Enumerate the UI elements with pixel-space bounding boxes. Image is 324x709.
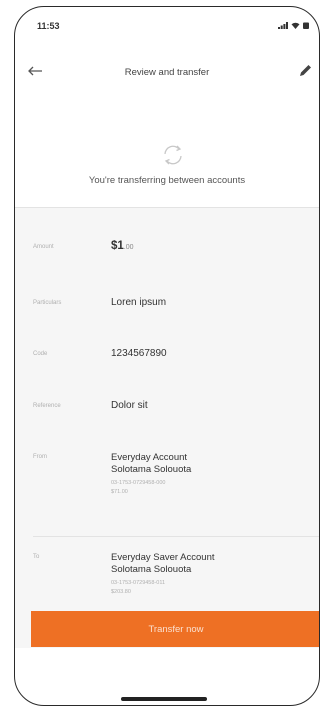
page-title: Review and transfer (124, 67, 210, 78)
wifi-icon (291, 22, 300, 29)
account-divider (33, 536, 319, 537)
to-label: To (33, 554, 40, 560)
from-account-number: 03-1753-0729458-000 (111, 480, 166, 486)
from-account-name: Everyday Account (111, 452, 188, 463)
amount-dollars: $1 (111, 240, 124, 252)
transfer-now-button[interactable]: Transfer now (31, 611, 320, 647)
particulars-label: Particulars (33, 300, 62, 306)
signal-icon (278, 22, 288, 29)
particulars-value: Loren ipsum (111, 297, 167, 308)
battery-icon (303, 22, 309, 29)
to-account (111, 552, 215, 597)
transfer-subtitle: You're transferring between accounts (88, 175, 246, 186)
edit-pencil-icon[interactable] (297, 63, 313, 79)
amount-value (111, 240, 134, 252)
to-account-number: 03-1753-0729458-011 (111, 580, 166, 586)
reference-label: Reference (33, 403, 61, 409)
to-account-name: Everyday Saver Account (111, 552, 215, 563)
from-account-balance: $71.00 (111, 489, 128, 495)
reference-value: Dolor sit (111, 400, 148, 411)
from-label: From (33, 454, 47, 460)
nav-bar (15, 59, 319, 87)
from-account-holder: Solotama Solouota (111, 464, 192, 475)
to-account-holder: Solotama Solouota (111, 564, 192, 575)
status-icons (278, 22, 309, 29)
amount-label: Amount (33, 244, 54, 250)
status-bar (15, 7, 319, 43)
home-indicator (121, 697, 207, 701)
to-account-balance: $203.80 (111, 589, 131, 595)
code-label: Code (33, 351, 48, 357)
transfer-details (15, 208, 319, 648)
transfer-arrows-icon (159, 141, 187, 169)
code-value: 1234567890 (111, 348, 167, 359)
status-time: 11:53 (37, 21, 60, 31)
amount-cents: .00 (123, 244, 134, 251)
phone-frame (14, 6, 320, 706)
from-account (111, 452, 191, 497)
